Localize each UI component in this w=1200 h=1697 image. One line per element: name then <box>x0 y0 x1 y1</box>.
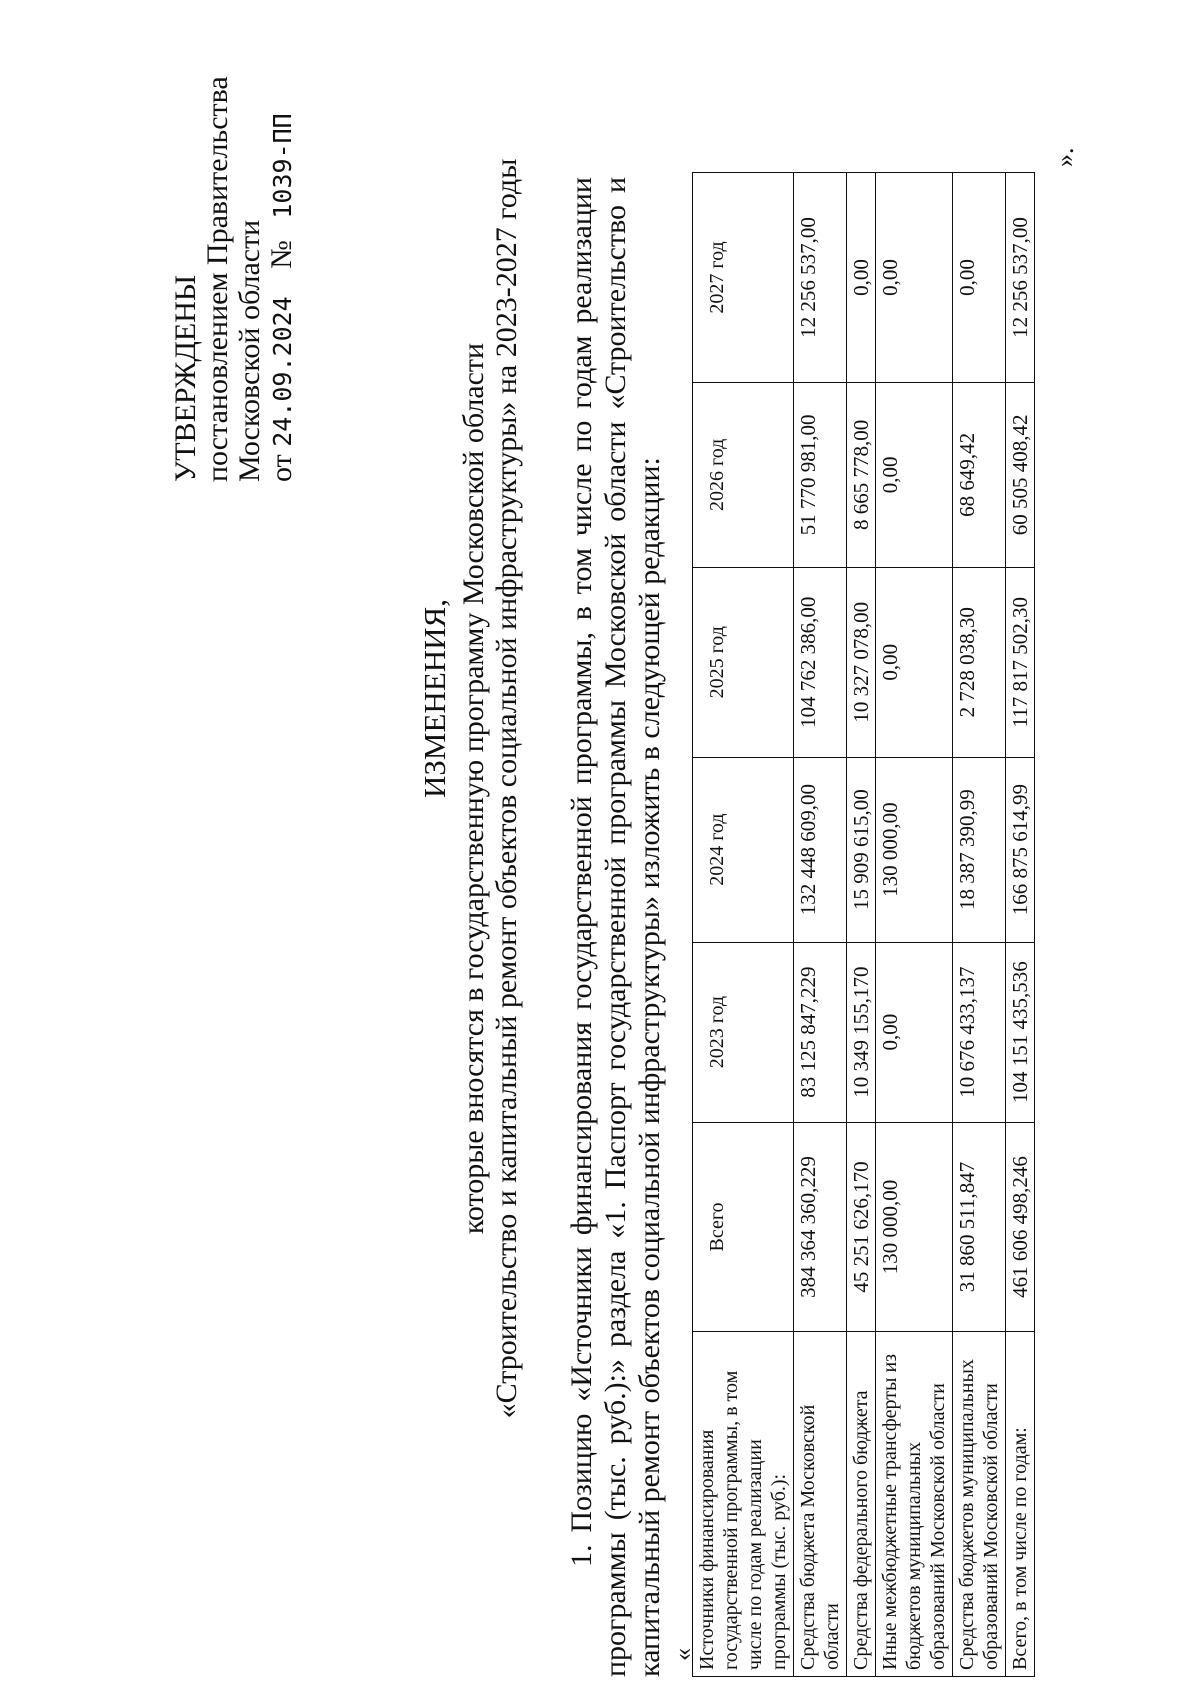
approval-line-1: УТВЕРЖДЕНЫ <box>169 274 202 482</box>
financing-table <box>692 172 1035 1677</box>
amendment-paragraph-text: 1. Позицию «Источники финансирования государственной программы, в том числе по годам реализации программы (тыс. руб.):» раздела «1. Паспорт государственной программы Московской области «Строительство и капитальный ремонт объектов социальной инфраструктуры» изложить в следующей редакции: <box>565 177 666 1677</box>
approval-line-2: постановлением Правительства <box>201 76 234 482</box>
table-row <box>876 173 953 1677</box>
quote-close: ». <box>1050 147 1079 167</box>
row-label: Средства федерального бюджета <box>847 1332 876 1677</box>
cell-2025: 0,00 <box>876 567 953 757</box>
table-row <box>847 173 876 1677</box>
cell-total: 45 251 626,170 <box>847 1122 876 1332</box>
table-total-row <box>1006 173 1035 1677</box>
quote-open: « <box>668 1648 697 1661</box>
cell-2027: 12 256 537,00 <box>794 173 847 383</box>
cell-2023: 0,00 <box>876 942 953 1122</box>
cell-2023: 10 349 155,170 <box>847 942 876 1122</box>
cell-2026: 51 770 981,00 <box>794 382 847 567</box>
approval-stamp <box>170 76 299 482</box>
header-sources: Источники финансирования государственной программы, в том числе по годам реализации программы (тыс. руб.): <box>693 1332 794 1677</box>
approval-number: 1039-ПП <box>268 113 297 219</box>
cell-2026: 0,00 <box>876 382 953 567</box>
header-2026: 2026 год <box>693 382 794 567</box>
amendment-paragraph <box>565 177 667 1677</box>
cell-2024: 18 387 390,99 <box>953 757 1006 942</box>
row-label: Средства бюджета Московской области <box>794 1332 847 1677</box>
row-label: Всего, в том числе по годам: <box>1006 1332 1035 1677</box>
approval-number-sign: № <box>265 240 298 269</box>
cell-2025: 104 762 386,00 <box>794 567 847 757</box>
approval-date: 24.09.2024 <box>268 296 297 447</box>
cell-total: 461 606 498,246 <box>1006 1122 1035 1332</box>
cell-2027: 12 256 537,00 <box>1006 173 1035 383</box>
cell-2025: 10 327 078,00 <box>847 567 876 757</box>
cell-2025: 2 728 038,30 <box>953 567 1006 757</box>
approval-date-prefix: от <box>265 454 298 482</box>
cell-total: 31 860 511,847 <box>953 1122 1006 1332</box>
cell-2027: 0,00 <box>847 173 876 383</box>
row-label: Иные межбюджетные трансферты из бюджетов муниципальных образований Московской области <box>876 1332 953 1677</box>
cell-total: 384 364 360,229 <box>794 1122 847 1332</box>
cell-2026: 68 649,42 <box>953 382 1006 567</box>
cell-2025: 117 817 502,30 <box>1006 567 1035 757</box>
cell-2026: 8 665 778,00 <box>847 382 876 567</box>
cell-2027: 0,00 <box>876 173 953 383</box>
cell-2024: 166 875 614,99 <box>1006 757 1035 942</box>
cell-total: 130 000,00 <box>876 1122 953 1332</box>
document-heading <box>418 0 523 1697</box>
table-header-row <box>693 173 794 1677</box>
cell-2026: 60 505 408,42 <box>1006 382 1035 567</box>
cell-2023: 83 125 847,229 <box>794 942 847 1122</box>
cell-2027: 0,00 <box>953 173 1006 383</box>
document-title: ИЗМЕНЕНИЯ, <box>417 599 452 798</box>
program-name: «Строительство и капитальный ремонт объектов социальной инфраструктуры» на 2023-2027 годы <box>490 158 523 1419</box>
cell-2024: 130 000,00 <box>876 757 953 942</box>
approval-date-line <box>266 76 299 482</box>
document-subtitle: которые вносятся в государственную программу Московской области <box>457 342 490 1235</box>
header-2024: 2024 год <box>693 757 794 942</box>
table-row <box>794 173 847 1677</box>
header-total: Всего <box>693 1122 794 1332</box>
header-2027: 2027 год <box>693 173 794 383</box>
header-2025: 2025 год <box>693 567 794 757</box>
approval-line-3: Московской области <box>233 219 266 482</box>
cell-2023: 104 151 435,536 <box>1006 942 1035 1122</box>
header-2023: 2023 год <box>693 942 794 1122</box>
row-label: Средства бюджетов муниципальных образований Московской области <box>953 1332 1006 1677</box>
cell-2024: 132 448 609,00 <box>794 757 847 942</box>
table-row <box>953 173 1006 1677</box>
cell-2024: 15 909 615,00 <box>847 757 876 942</box>
cell-2023: 10 676 433,137 <box>953 942 1006 1122</box>
